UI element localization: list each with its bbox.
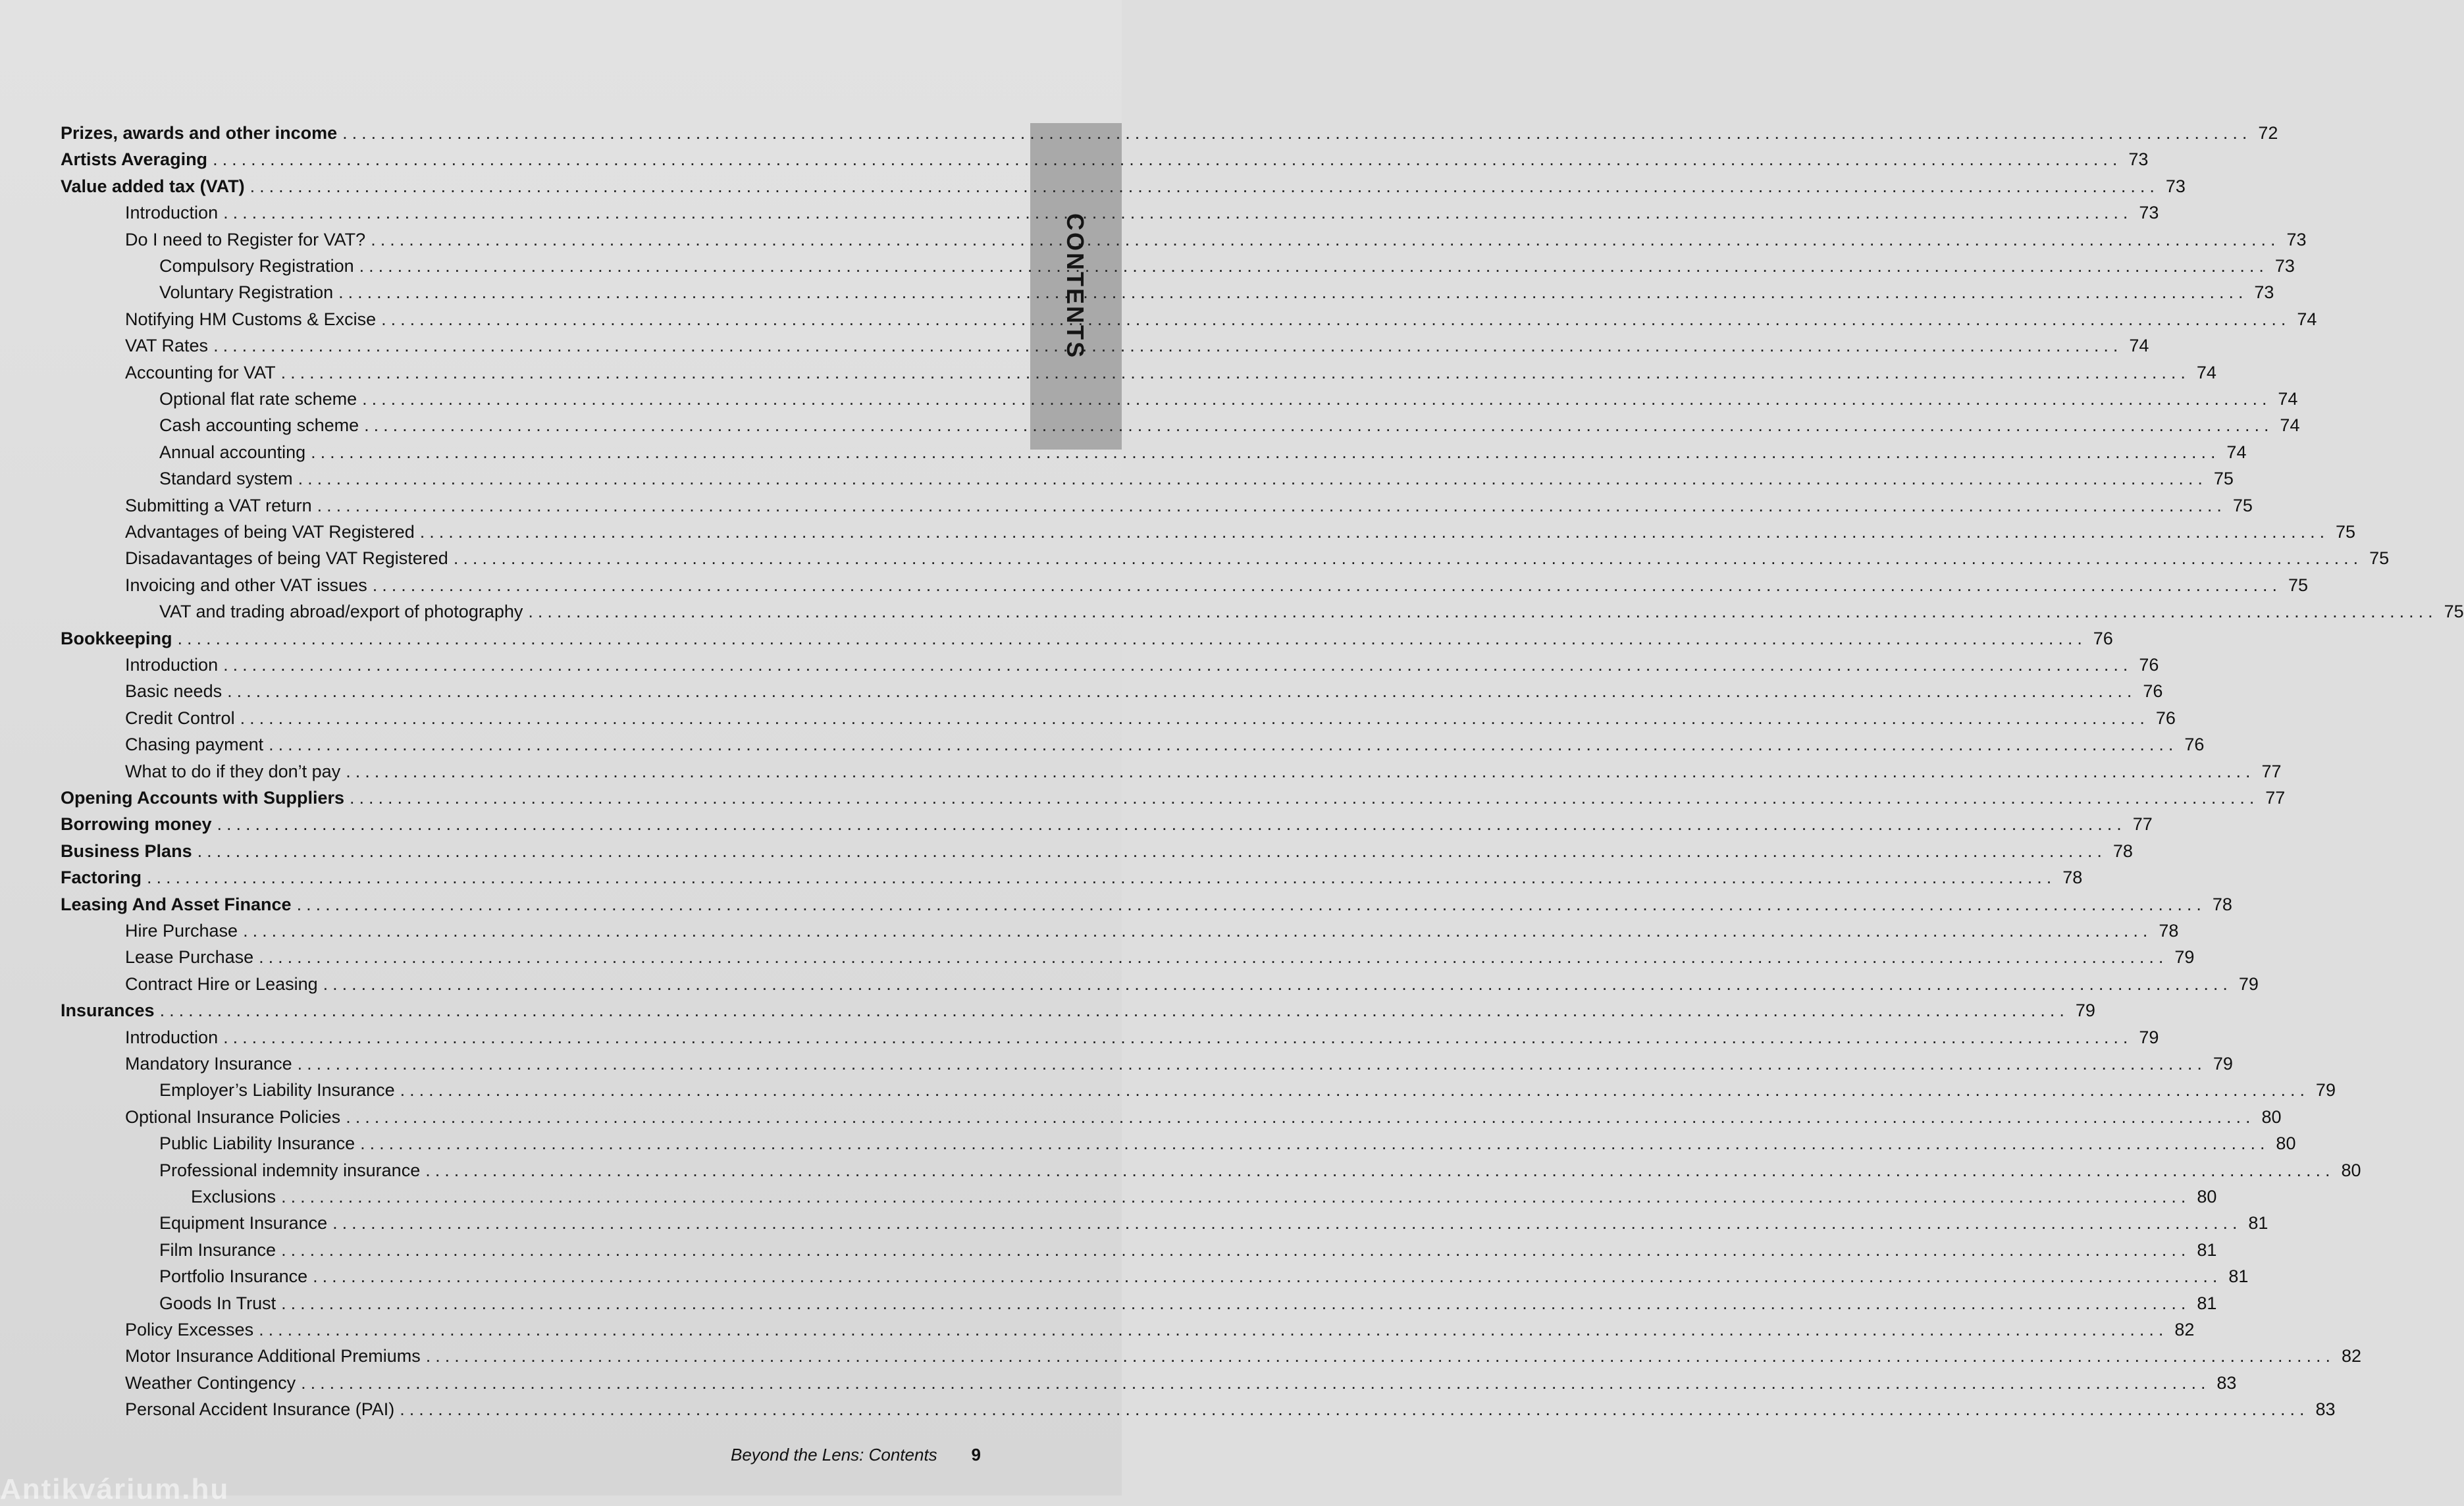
toc-entry-page: 81 <box>2228 1266 2249 1287</box>
toc-entry-title: Lease Purchase <box>125 947 254 968</box>
toc-entry <box>159 1290 2217 1316</box>
toc-entry-page: 76 <box>2155 708 2176 728</box>
dot-leader: ........................................................................................................................................................................................................ <box>332 1213 2242 1233</box>
toc-entry-page: 74 <box>2226 442 2247 462</box>
toc-entry <box>125 306 2317 332</box>
watermark: Antikvárium.hu <box>0 1473 230 1505</box>
toc-entry-title: Business Plans <box>61 841 192 861</box>
toc-entry-title: Artists Averaging <box>61 149 208 170</box>
toc-entry-title: Submitting a VAT return <box>125 495 312 515</box>
toc-entry <box>191 1183 2217 1210</box>
toc-entry <box>125 226 2307 253</box>
dot-leader: ........................................................................................................................................................................................................ <box>342 123 2252 143</box>
dot-leader: ........................................................................................................................................................................................................ <box>400 1080 2309 1101</box>
dot-leader: ........................................................................................................................................................................................................ <box>360 1133 2270 1154</box>
toc-entry-page: 75 <box>2444 602 2464 622</box>
toc-entry-page: 81 <box>2197 1293 2217 1313</box>
toc-entry <box>159 1237 2217 1263</box>
toc-entry-title: Bookkeeping <box>61 628 172 648</box>
toc-entry-page: 74 <box>2278 389 2298 409</box>
toc-entry-title: Insurances <box>61 1000 155 1021</box>
dot-leader: ........................................................................................................................................................................................................ <box>400 1399 2309 1420</box>
toc-entry <box>159 465 2234 492</box>
toc-entry <box>159 279 2274 305</box>
toc-entry <box>125 1104 2282 1130</box>
dot-leader: ........................................................................................................................................................................................................ <box>159 1000 2069 1021</box>
toc-entry-page: 77 <box>2261 761 2282 781</box>
dot-leader: ........................................................................................................................................................................................................ <box>419 522 2330 542</box>
toc-entry-page: 77 <box>2265 788 2286 808</box>
dot-leader: ........................................................................................................................................................................................................ <box>223 203 2133 223</box>
toc-entry-title: VAT and trading abroad/export of photography <box>159 602 523 622</box>
toc-entry-page: 81 <box>2248 1213 2268 1233</box>
toc-entry <box>125 758 2282 785</box>
toc-entry-title: Compulsory Registration <box>159 256 354 276</box>
toc-entry-title: Advantages of being VAT Registered <box>125 522 415 542</box>
toc-entry <box>125 731 2205 758</box>
toc-entry-page: 78 <box>2062 868 2083 888</box>
toc-entry-page: 77 <box>2132 814 2153 835</box>
toc-entry-page: 75 <box>2288 575 2309 595</box>
page-number: 9 <box>971 1445 981 1465</box>
dot-leader: ........................................................................................................................................................................................................ <box>317 495 2226 515</box>
toc-entry-title: Public Liability Insurance <box>159 1133 355 1154</box>
toc-entry <box>61 146 2149 172</box>
toc-entry-title: Standard system <box>159 469 293 489</box>
toc-entry-page: 80 <box>2341 1160 2361 1180</box>
toc-entry-title: Factoring <box>61 868 142 888</box>
dot-leader: ........................................................................................................................................................................................................ <box>425 1160 2335 1180</box>
dot-leader: ........................................................................................................................................................................................................ <box>197 841 2107 861</box>
toc-entry-page: 75 <box>2213 469 2234 489</box>
footer-title: Beyond the Lens: Contents <box>731 1445 937 1465</box>
dot-leader: ........................................................................................................................................................................................................ <box>297 1054 2207 1074</box>
toc-entry <box>125 1316 2195 1343</box>
dot-leader: ........................................................................................................................................................................................................ <box>453 548 2363 569</box>
toc-entry <box>61 891 2232 918</box>
toc-entry-page: 73 <box>2165 176 2186 196</box>
dot-leader: ........................................................................................................................................................................................................ <box>223 655 2133 675</box>
toc-entry-title: Policy Excesses <box>125 1320 254 1339</box>
toc-entry-title: Professional indemnity insurance <box>159 1160 421 1180</box>
toc-entry-title: Motor Insurance Additional Premiums <box>125 1346 421 1366</box>
toc-entry-title: Portfolio Insurance <box>159 1266 308 1287</box>
dot-leader: ........................................................................................................................................................................................................ <box>313 1266 2222 1287</box>
dot-leader: ........................................................................................................................................................................................................ <box>217 814 2126 835</box>
dot-leader: ........................................................................................................................................................................................................ <box>350 788 2259 808</box>
toc-entry-page: 74 <box>2129 336 2149 356</box>
toc-entry <box>61 625 2113 652</box>
toc-entry <box>125 545 2390 571</box>
dot-leader: ........................................................................................................................................................................................................ <box>281 1239 2191 1260</box>
toc-entry-title: Borrowing money <box>61 814 212 835</box>
toc-entry <box>159 253 2295 279</box>
toc-entry-page: 78 <box>2159 921 2179 941</box>
toc-entry-page: 74 <box>2196 362 2216 382</box>
toc-entry <box>159 598 2464 625</box>
toc-entry <box>61 864 2083 891</box>
toc-entry <box>125 1370 2237 1396</box>
toc-entry-title: Value added tax (VAT) <box>61 176 245 196</box>
toc-entry-page: 79 <box>2174 947 2195 968</box>
toc-entry-title: Voluntary Registration <box>159 282 334 303</box>
toc-entry-page: 75 <box>2336 522 2356 542</box>
dot-leader: ........................................................................................................................................................................................................ <box>298 469 2207 489</box>
toc-entry-title: Credit Control <box>125 708 235 728</box>
toc-entry-page: 82 <box>2174 1320 2195 1339</box>
toc-entry <box>61 838 2133 864</box>
toc-entry <box>159 412 2300 438</box>
toc-entry-page: 80 <box>2197 1187 2217 1207</box>
toc-entry-title: Notifying HM Customs & Excise <box>125 309 377 329</box>
dot-leader: ........................................................................................................................................................................................................ <box>259 947 2168 968</box>
toc-entry <box>159 386 2298 412</box>
toc-entry <box>125 678 2163 704</box>
dot-leader: ........................................................................................................................................................................................................ <box>227 681 2137 702</box>
toc-entry-page: 80 <box>2276 1133 2296 1154</box>
toc-entry-title: Film Insurance <box>159 1239 276 1260</box>
contents-tab-label: CONTENTS <box>1062 213 1089 359</box>
toc-entry-title: Chasing payment <box>125 735 264 755</box>
toc-entry-title: Mandatory Insurance <box>125 1054 292 1074</box>
dot-leader: ........................................................................................................................................................................................................ <box>280 362 2190 382</box>
toc-entry-title: Optional Insurance Policies <box>125 1106 341 1127</box>
dot-leader: ........................................................................................................................................................................................................ <box>372 575 2282 595</box>
toc-entry-page: 74 <box>2280 415 2300 436</box>
toc-entry <box>61 811 2153 837</box>
toc-entry-page: 82 <box>2341 1346 2362 1366</box>
toc-entry-title: VAT Rates <box>125 336 209 356</box>
toc-entry <box>125 971 2259 997</box>
toc-entry-page: 75 <box>2232 495 2253 515</box>
toc-entry-title: Hire Purchase <box>125 921 238 941</box>
dot-leader: ........................................................................................................................................................................................................ <box>528 602 2438 622</box>
toc-entry-title: Cash accounting scheme <box>159 415 359 436</box>
toc-entry-title: Equipment Insurance <box>159 1213 328 1233</box>
dot-leader: ........................................................................................................................................................................................................ <box>223 1027 2133 1047</box>
toc-entry <box>125 519 2356 545</box>
toc-entry-title: Goods In Trust <box>159 1293 276 1313</box>
dot-leader: ........................................................................................................................................................................................................ <box>147 868 2057 888</box>
toc-entry-title: Exclusions <box>191 1187 276 1207</box>
dot-leader: ........................................................................................................................................................................................................ <box>338 282 2248 303</box>
dot-leader: ........................................................................................................................................................................................................ <box>240 708 2149 728</box>
dot-leader: ........................................................................................................................................................................................................ <box>213 149 2122 170</box>
toc-entry-title: Prizes, awards and other income <box>61 123 338 143</box>
toc-entry-page: 83 <box>2216 1372 2237 1393</box>
dot-leader: ........................................................................................................................................................................................................ <box>243 921 2153 941</box>
toc-entry-page: 73 <box>2274 256 2295 276</box>
toc-entry-title: Introduction <box>125 203 219 223</box>
toc-entry-page: 79 <box>2213 1054 2233 1074</box>
toc-entry <box>125 918 2179 944</box>
toc-entry <box>159 1130 2296 1156</box>
dot-leader: ........................................................................................................................................................................................................ <box>346 761 2255 781</box>
toc-entry <box>125 572 2309 598</box>
toc-entry <box>125 359 2216 386</box>
dot-leader: ........................................................................................................................................................................................................ <box>323 974 2232 994</box>
toc-entry-title: Disadavantages of being VAT Registered <box>125 548 448 569</box>
toc-entry-page: 76 <box>2093 628 2113 648</box>
toc-entry-title: Invoicing and other VAT issues <box>125 575 367 595</box>
dot-leader: ........................................................................................................................................................................................................ <box>311 442 2220 462</box>
toc-entry <box>125 199 2159 226</box>
toc-entry-title: Introduction <box>125 1027 219 1047</box>
toc-entry <box>125 492 2253 519</box>
dot-leader: ........................................................................................................................................................................................................ <box>213 336 2123 356</box>
toc-entry-title: Opening Accounts with Suppliers <box>61 788 345 808</box>
toc-entry-page: 76 <box>2184 735 2205 755</box>
dot-leader: ........................................................................................................................................................................................................ <box>296 894 2206 914</box>
toc-entry <box>125 652 2159 678</box>
toc-entry <box>125 944 2195 970</box>
toc-entry-title: Introduction <box>125 655 219 675</box>
dot-leader: ........................................................................................................................................................................................................ <box>249 176 2159 196</box>
page-footer <box>731 1445 981 1471</box>
toc-entry <box>159 1210 2268 1236</box>
toc-entry <box>125 1343 2362 1369</box>
toc-entry <box>61 997 2095 1024</box>
toc-entry-title: Leasing And Asset Finance <box>61 894 292 914</box>
dot-leader: ........................................................................................................................................................................................................ <box>281 1187 2191 1207</box>
toc-entry <box>159 1157 2361 1183</box>
dot-leader: ........................................................................................................................................................................................................ <box>269 735 2178 755</box>
toc-entry-title: What to do if they don’t pay <box>125 761 341 781</box>
toc-entry-page: 79 <box>2075 1000 2095 1021</box>
dot-leader: ........................................................................................................................................................................................................ <box>425 1346 2336 1366</box>
toc-entry-page: 73 <box>2139 203 2159 223</box>
dot-leader: ........................................................................................................................................................................................................ <box>362 389 2272 409</box>
toc-entry-title: Personal Accident Insurance (PAI) <box>125 1399 395 1420</box>
toc-entry <box>159 1263 2249 1289</box>
toc-entry-page: 81 <box>2197 1239 2217 1260</box>
toc-entry-title: Weather Contingency <box>125 1372 296 1393</box>
toc-entry <box>125 1051 2233 1077</box>
dot-leader: ........................................................................................................................................................................................................ <box>346 1106 2255 1127</box>
toc-entry-page: 79 <box>2315 1080 2336 1101</box>
toc-entry-page: 73 <box>2128 149 2149 170</box>
toc-entry-page: 73 <box>2286 229 2307 249</box>
toc-entry-page: 74 <box>2297 309 2317 329</box>
toc-entry <box>125 1024 2159 1051</box>
toc-entry-page: 78 <box>2112 841 2133 861</box>
toc-entry-title: Annual accounting <box>159 442 306 462</box>
dot-leader: ........................................................................................................................................................................................................ <box>259 1320 2168 1339</box>
toc-entry <box>159 439 2247 465</box>
toc-entry-title: Employer’s Liability Insurance <box>159 1080 395 1101</box>
dot-leader: ........................................................................................................................................................................................................ <box>301 1372 2211 1393</box>
toc-entry-title: Basic needs <box>125 681 223 702</box>
toc-entry <box>61 173 2186 199</box>
dot-leader: ........................................................................................................................................................................................................ <box>359 256 2268 276</box>
dot-leader: ........................................................................................................................................................................................................ <box>381 309 2291 329</box>
toc-entry-page: 79 <box>2139 1027 2159 1047</box>
toc-entry-page: 72 <box>2258 123 2278 143</box>
toc-entry-page: 75 <box>2369 548 2390 569</box>
toc-entry-title: Contract Hire or Leasing <box>125 974 318 994</box>
toc-entry <box>61 785 2286 811</box>
dot-leader: ........................................................................................................................................................................................................ <box>281 1293 2191 1313</box>
toc-entry-page: 73 <box>2254 282 2274 303</box>
toc-entry-page: 79 <box>2238 974 2259 994</box>
toc-entry <box>125 332 2149 359</box>
dot-leader: ........................................................................................................................................................................................................ <box>364 415 2274 436</box>
toc-entry-page: 76 <box>2143 681 2163 702</box>
dot-leader: ........................................................................................................................................................................................................ <box>371 229 2280 249</box>
toc-entry <box>125 705 2176 731</box>
toc-entry-page: 80 <box>2261 1106 2282 1127</box>
dot-leader: ........................................................................................................................................................................................................ <box>177 628 2087 648</box>
toc-entry-title: Do I need to Register for VAT? <box>125 229 366 249</box>
toc-entry <box>61 120 2278 146</box>
toc-entry-page: 83 <box>2315 1399 2336 1420</box>
toc-entry <box>125 1396 2336 1422</box>
toc-entry-page: 78 <box>2212 894 2232 914</box>
toc-entry <box>159 1077 2336 1103</box>
toc-entry-title: Optional flat rate scheme <box>159 389 357 409</box>
toc-entry-title: Accounting for VAT <box>125 362 276 382</box>
toc-entry-page: 76 <box>2139 655 2159 675</box>
